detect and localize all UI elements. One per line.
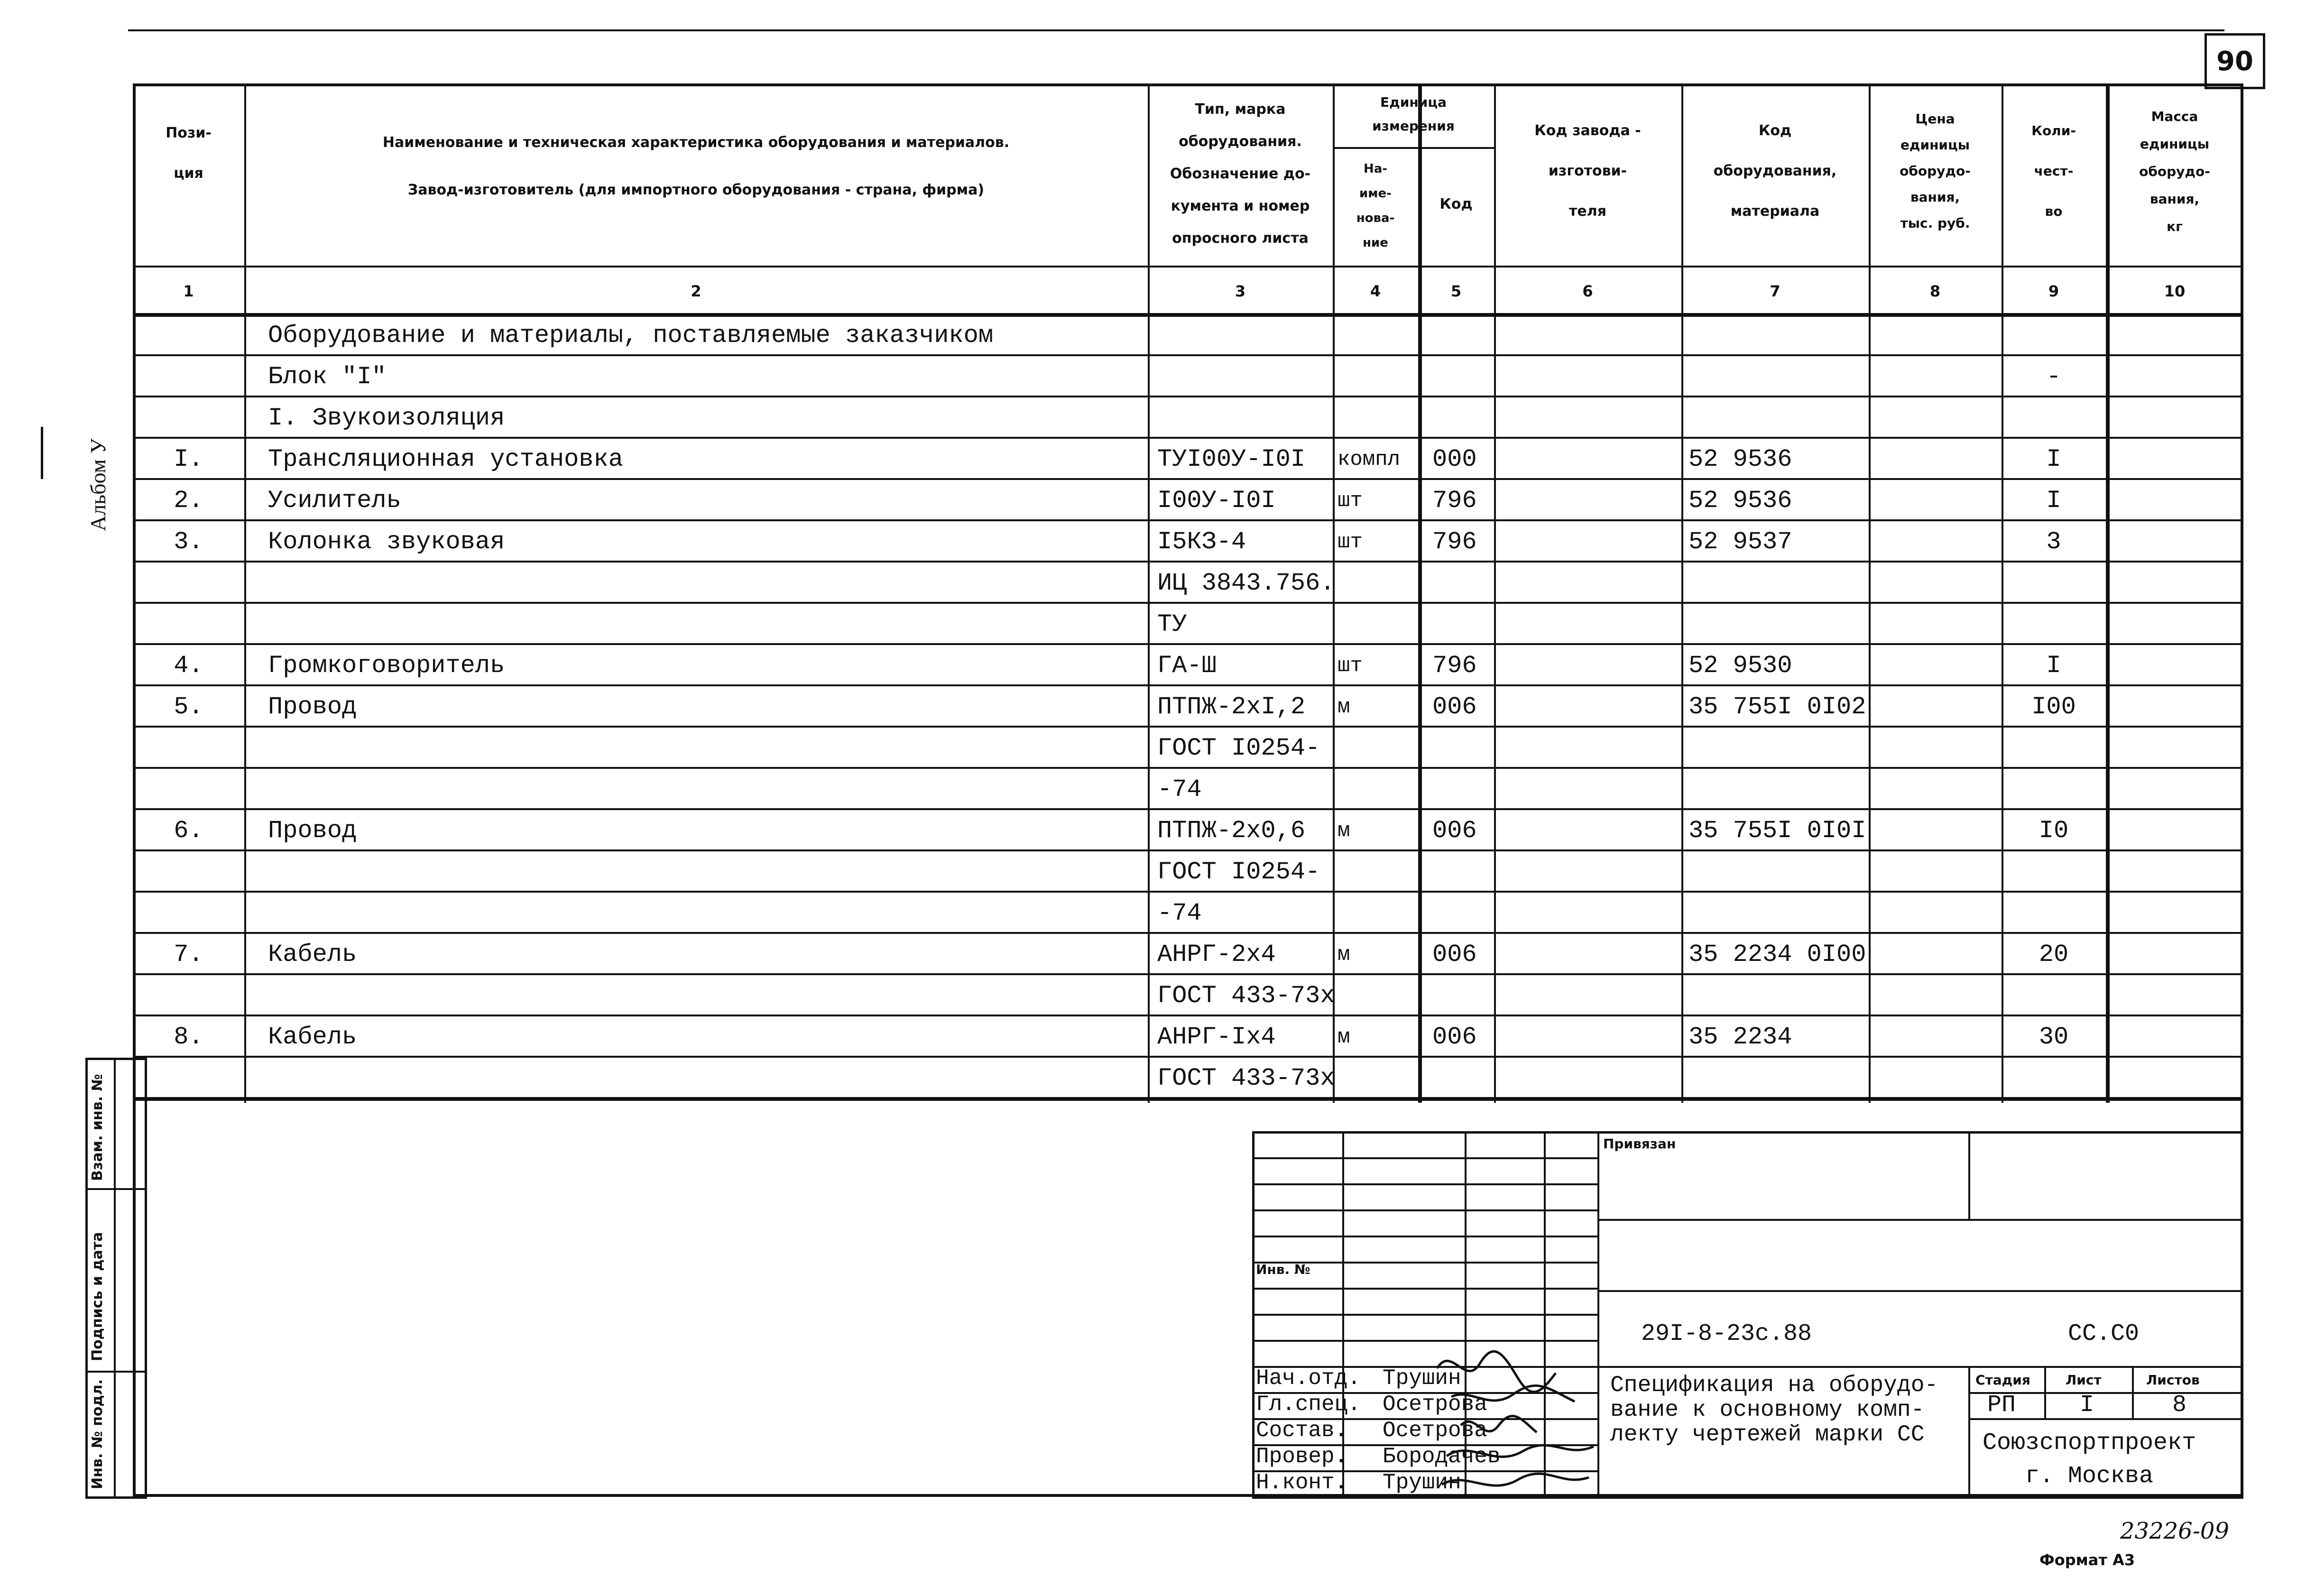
unit-group-divider bbox=[1333, 147, 1494, 149]
cell-matcode: 35 755I 0I0I bbox=[1688, 817, 1866, 845]
cell-type: ТУ bbox=[1157, 610, 1187, 638]
cell-name: Колонка звуковая bbox=[268, 528, 505, 556]
row-divider bbox=[133, 396, 2243, 397]
column-number: 7 bbox=[1770, 282, 1780, 300]
column-number: 3 bbox=[1235, 282, 1246, 300]
cell-unit: м bbox=[1338, 943, 1350, 967]
signature-name: Бородачев bbox=[1383, 1444, 1501, 1469]
row-divider bbox=[133, 478, 2243, 480]
side-label-podpis: Подпись и дата bbox=[89, 1232, 106, 1361]
row-divider bbox=[133, 808, 2243, 810]
cell-pos: I. bbox=[174, 445, 203, 473]
stamp-vline-stage bbox=[2044, 1366, 2046, 1418]
stamp-grid-line bbox=[1252, 1340, 1597, 1342]
cell-type: -74 bbox=[1157, 899, 1202, 927]
cell-type: ГА-Ш bbox=[1157, 652, 1217, 680]
stamp-title-line-2: вание к основному комп- bbox=[1610, 1397, 1925, 1423]
cell-pos: 5. bbox=[174, 693, 203, 721]
row-divider bbox=[133, 684, 2243, 686]
cell-matcode: 52 9536 bbox=[1688, 445, 1792, 473]
cell-code: 796 bbox=[1432, 487, 1477, 515]
cell-name: Трансляционная установка bbox=[268, 445, 623, 473]
cell-qty: 30 bbox=[2039, 1023, 2069, 1051]
header-price: вания, bbox=[1910, 189, 1960, 205]
cell-pos: 6. bbox=[174, 817, 203, 845]
column-divider bbox=[1418, 83, 1422, 1103]
column-number: 6 bbox=[1582, 282, 1593, 300]
cell-qty: 3 bbox=[2046, 528, 2061, 556]
header-factory-code: изготови- bbox=[1548, 163, 1627, 179]
stamp-privyazan-label: Привязан bbox=[1603, 1136, 1676, 1152]
stamp-title-line-3: лекту чертежей марки СС bbox=[1610, 1422, 1925, 1448]
header-quantity: Коли- bbox=[2031, 123, 2076, 138]
signature-role: Состав. bbox=[1256, 1418, 1348, 1443]
signature-name: Трушин bbox=[1383, 1366, 1461, 1391]
cell-pos: 7. bbox=[174, 941, 203, 969]
side-strip-line-1 bbox=[85, 1188, 147, 1190]
cell-name: Кабель bbox=[268, 941, 357, 969]
header-divider bbox=[133, 266, 2243, 268]
cell-code: 006 bbox=[1432, 1023, 1477, 1051]
signature-name: Осетрова bbox=[1383, 1392, 1487, 1417]
signature-role: Гл.спец. bbox=[1256, 1392, 1361, 1417]
header-type: Тип, марка bbox=[1195, 101, 1286, 118]
cell-unit: шт bbox=[1338, 654, 1363, 678]
cell-unit: м bbox=[1338, 695, 1350, 719]
column-number: 8 bbox=[1929, 282, 1941, 300]
signature-role: Провер. bbox=[1256, 1444, 1348, 1469]
signature-name: Трушин bbox=[1383, 1470, 1461, 1495]
header-unit-group: измерения bbox=[1372, 118, 1455, 134]
cell-name: Оборудование и материалы, поставляемые заказчиком bbox=[268, 322, 994, 350]
row-divider bbox=[133, 973, 2243, 975]
cell-matcode: 35 2234 0I00 bbox=[1688, 941, 1866, 969]
cell-qty: I0 bbox=[2039, 817, 2069, 845]
cell-name: Усилитель bbox=[268, 487, 401, 515]
cell-pos: 3. bbox=[174, 528, 203, 556]
stamp-grid-line bbox=[1252, 1209, 1597, 1211]
header-type: Обозначение до- bbox=[1170, 166, 1311, 182]
row-divider bbox=[133, 437, 2243, 439]
cell-qty: I00 bbox=[2031, 693, 2076, 721]
cell-type: ГОСТ I0254- bbox=[1157, 858, 1320, 886]
cell-name: I. Звукоизоляция bbox=[268, 404, 505, 432]
cell-pos: 4. bbox=[174, 652, 203, 680]
header-mass: Масса bbox=[2151, 109, 2198, 124]
header-quantity: чест- bbox=[2034, 163, 2074, 179]
cell-name: Провод bbox=[268, 817, 357, 845]
signature-role: Нач.отд. bbox=[1256, 1366, 1361, 1391]
cell-qty: - bbox=[2046, 363, 2061, 391]
row-divider bbox=[133, 1015, 2243, 1016]
header-name: Завод-изготовитель (для импортного оборудования - страна, фирма) bbox=[407, 182, 985, 198]
cell-name: Кабель bbox=[268, 1023, 357, 1051]
header-price: оборудо- bbox=[1900, 163, 1971, 179]
header-price: единицы bbox=[1900, 137, 1970, 153]
stamp-doc-code: 29I-8-23с.88 bbox=[1641, 1320, 1812, 1347]
column-number: 4 bbox=[1370, 282, 1381, 300]
row-divider bbox=[133, 561, 2243, 563]
stamp-vline-sheet bbox=[2132, 1366, 2134, 1418]
cell-type: ПТПЖ-2хI,2 bbox=[1157, 693, 1306, 721]
cell-code: 006 bbox=[1432, 817, 1477, 845]
stamp-grid-line bbox=[1252, 1314, 1597, 1316]
cell-type: ГОСТ 433-73х bbox=[1157, 982, 1335, 1010]
cell-type: АНРГ-2х4 bbox=[1157, 941, 1276, 969]
header-position: ция bbox=[174, 165, 203, 182]
header-unit-code: Код bbox=[1439, 196, 1473, 212]
header-factory-code: Код завода - bbox=[1534, 122, 1641, 139]
header-material-code: оборудования, bbox=[1713, 163, 1837, 179]
stamp-stage-value: РП bbox=[1987, 1392, 2016, 1419]
stamp-doc-mark: СС.С0 bbox=[2068, 1320, 2140, 1347]
cell-code: 796 bbox=[1432, 652, 1477, 680]
signature-name: Осетрова bbox=[1383, 1418, 1487, 1443]
footer-number: 23226-09 bbox=[2120, 1518, 2229, 1544]
row-divider bbox=[133, 354, 2243, 356]
cell-unit: м bbox=[1338, 1025, 1350, 1049]
stamp-hline-code bbox=[1597, 1290, 2243, 1292]
cell-name: Блок "I" bbox=[268, 363, 387, 391]
row-divider bbox=[133, 643, 2243, 645]
header-type: кумента и номер bbox=[1171, 198, 1310, 214]
cell-code: 000 bbox=[1432, 445, 1477, 473]
cell-type: ГОСТ 433-73х bbox=[1157, 1064, 1335, 1092]
row-divider bbox=[133, 1056, 2243, 1058]
cell-matcode: 52 9530 bbox=[1688, 652, 1792, 680]
header-factory-code: теля bbox=[1569, 203, 1606, 220]
cell-pos: 8. bbox=[174, 1023, 203, 1051]
column-number: 2 bbox=[691, 282, 701, 300]
stamp-title-line-1: Спецификация на оборудо- bbox=[1610, 1373, 1938, 1398]
column-divider bbox=[244, 83, 246, 1103]
cell-type: ТУI00У-I0I bbox=[1157, 445, 1306, 473]
album-tick bbox=[41, 427, 43, 479]
header-unit-name: На- bbox=[1363, 162, 1388, 176]
header-quantity: во bbox=[2045, 203, 2063, 219]
cell-code: 006 bbox=[1432, 693, 1477, 721]
side-strip-divider bbox=[114, 1058, 116, 1499]
cell-qty: I bbox=[2046, 445, 2061, 473]
side-label-inv-zam: Взам. инв. № bbox=[89, 1074, 106, 1181]
cell-type: ПТПЖ-2х0,6 bbox=[1157, 817, 1306, 845]
cell-type: I00У-I0I bbox=[1157, 487, 1276, 515]
header-material-code: Код bbox=[1758, 122, 1792, 139]
cell-code: 006 bbox=[1432, 941, 1477, 969]
column-number: 10 bbox=[2164, 282, 2186, 300]
cell-qty: 20 bbox=[2039, 941, 2069, 969]
stamp-sheets-label: Листов bbox=[2146, 1372, 2200, 1388]
cell-type: I5КЗ-4 bbox=[1157, 528, 1246, 556]
row-divider bbox=[133, 891, 2243, 893]
stamp-hline-privyazan bbox=[1597, 1219, 2243, 1221]
stamp-stage-label: Стадия bbox=[1975, 1372, 2030, 1388]
top-border-line bbox=[128, 29, 2224, 31]
side-strip-line-2 bbox=[85, 1371, 147, 1373]
cell-type: -74 bbox=[1157, 775, 1202, 803]
column-number: 1 bbox=[183, 282, 194, 300]
row-divider bbox=[133, 1097, 2243, 1101]
stamp-grid-line bbox=[1252, 1157, 1597, 1159]
format-label: Формат А3 bbox=[2039, 1551, 2135, 1569]
header-price: Цена bbox=[1915, 111, 1955, 127]
cell-code: 796 bbox=[1432, 528, 1477, 556]
cell-type: ИЦ 3843.756. bbox=[1157, 569, 1335, 597]
album-label: Альбом У bbox=[86, 438, 110, 531]
stamp-inv-label: Инв. № bbox=[1256, 1262, 1310, 1277]
header-mass: единицы bbox=[2140, 136, 2210, 152]
cell-qty: I bbox=[2046, 652, 2061, 680]
stamp-sheet-value: I bbox=[2080, 1392, 2094, 1419]
stamp-org: Союзспортпроект bbox=[1983, 1430, 2196, 1457]
stamp-city: г. Москва bbox=[2025, 1463, 2154, 1490]
cell-matcode: 35 755I 0I02 bbox=[1688, 693, 1866, 721]
header-position: Пози- bbox=[166, 125, 212, 141]
stamp-sheets-value: 8 bbox=[2172, 1392, 2187, 1419]
row-divider bbox=[133, 313, 2243, 315]
cell-unit: м bbox=[1338, 819, 1350, 843]
column-divider bbox=[1681, 83, 1683, 1103]
cell-qty: I bbox=[2046, 487, 2061, 515]
column-divider bbox=[1494, 83, 1496, 1103]
stamp-grid-line bbox=[1252, 1236, 1597, 1237]
cell-matcode: 35 2234 bbox=[1688, 1023, 1792, 1051]
header-unit-group: Единица bbox=[1380, 94, 1447, 110]
cell-unit: компл bbox=[1338, 448, 1401, 471]
header-mass: оборудо- bbox=[2139, 164, 2210, 179]
row-divider bbox=[133, 602, 2243, 604]
header-price: тыс. руб. bbox=[1900, 215, 1970, 231]
cell-unit: шт bbox=[1338, 530, 1363, 554]
header-mass: кг bbox=[2167, 219, 2183, 234]
cell-pos: 2. bbox=[174, 487, 203, 515]
row-divider bbox=[133, 726, 2243, 728]
sheet-corner-box bbox=[2205, 33, 2265, 89]
signature-role: Н.конт. bbox=[1256, 1470, 1348, 1495]
header-unit-name: ние bbox=[1363, 236, 1388, 250]
cell-matcode: 52 9537 bbox=[1688, 528, 1792, 556]
cell-name: Громкоговоритель bbox=[268, 652, 505, 680]
header-unit-name: име- bbox=[1359, 186, 1392, 201]
stamp-hline-title bbox=[1597, 1366, 2243, 1368]
header-mass: вания, bbox=[2149, 191, 2200, 207]
row-divider bbox=[133, 849, 2243, 851]
cell-matcode: 52 9536 bbox=[1688, 487, 1792, 515]
cell-unit: шт bbox=[1338, 489, 1363, 513]
cell-type: АНРГ-Iх4 bbox=[1157, 1023, 1276, 1051]
stamp-grid-line bbox=[1252, 1288, 1597, 1290]
stamp-vline-title bbox=[1968, 1366, 1970, 1499]
sheet-corner-number: 90 bbox=[2216, 46, 2253, 77]
signature-scribbles bbox=[1432, 1349, 1608, 1501]
cell-type: ГОСТ I0254- bbox=[1157, 734, 1320, 762]
header-type: оборудования. bbox=[1179, 133, 1302, 150]
header-type: опросного листа bbox=[1172, 230, 1309, 247]
row-divider bbox=[133, 767, 2243, 769]
header-name: Наименование и техническая характеристика оборудования и материалов. bbox=[382, 134, 1010, 151]
column-number: 9 bbox=[2048, 282, 2059, 300]
cell-name: Провод bbox=[268, 693, 357, 721]
header-unit-name: нова- bbox=[1356, 211, 1395, 225]
stamp-vline-privyazan bbox=[1968, 1131, 1970, 1219]
column-number: 5 bbox=[1450, 282, 1462, 300]
header-material-code: материала bbox=[1730, 203, 1820, 220]
row-divider bbox=[133, 932, 2243, 934]
stamp-grid-line bbox=[1252, 1183, 1597, 1185]
stamp-sheet-label: Лист bbox=[2066, 1372, 2102, 1388]
side-label-inv-podl: Инв. № подл. bbox=[89, 1379, 106, 1489]
row-divider bbox=[133, 519, 2243, 521]
